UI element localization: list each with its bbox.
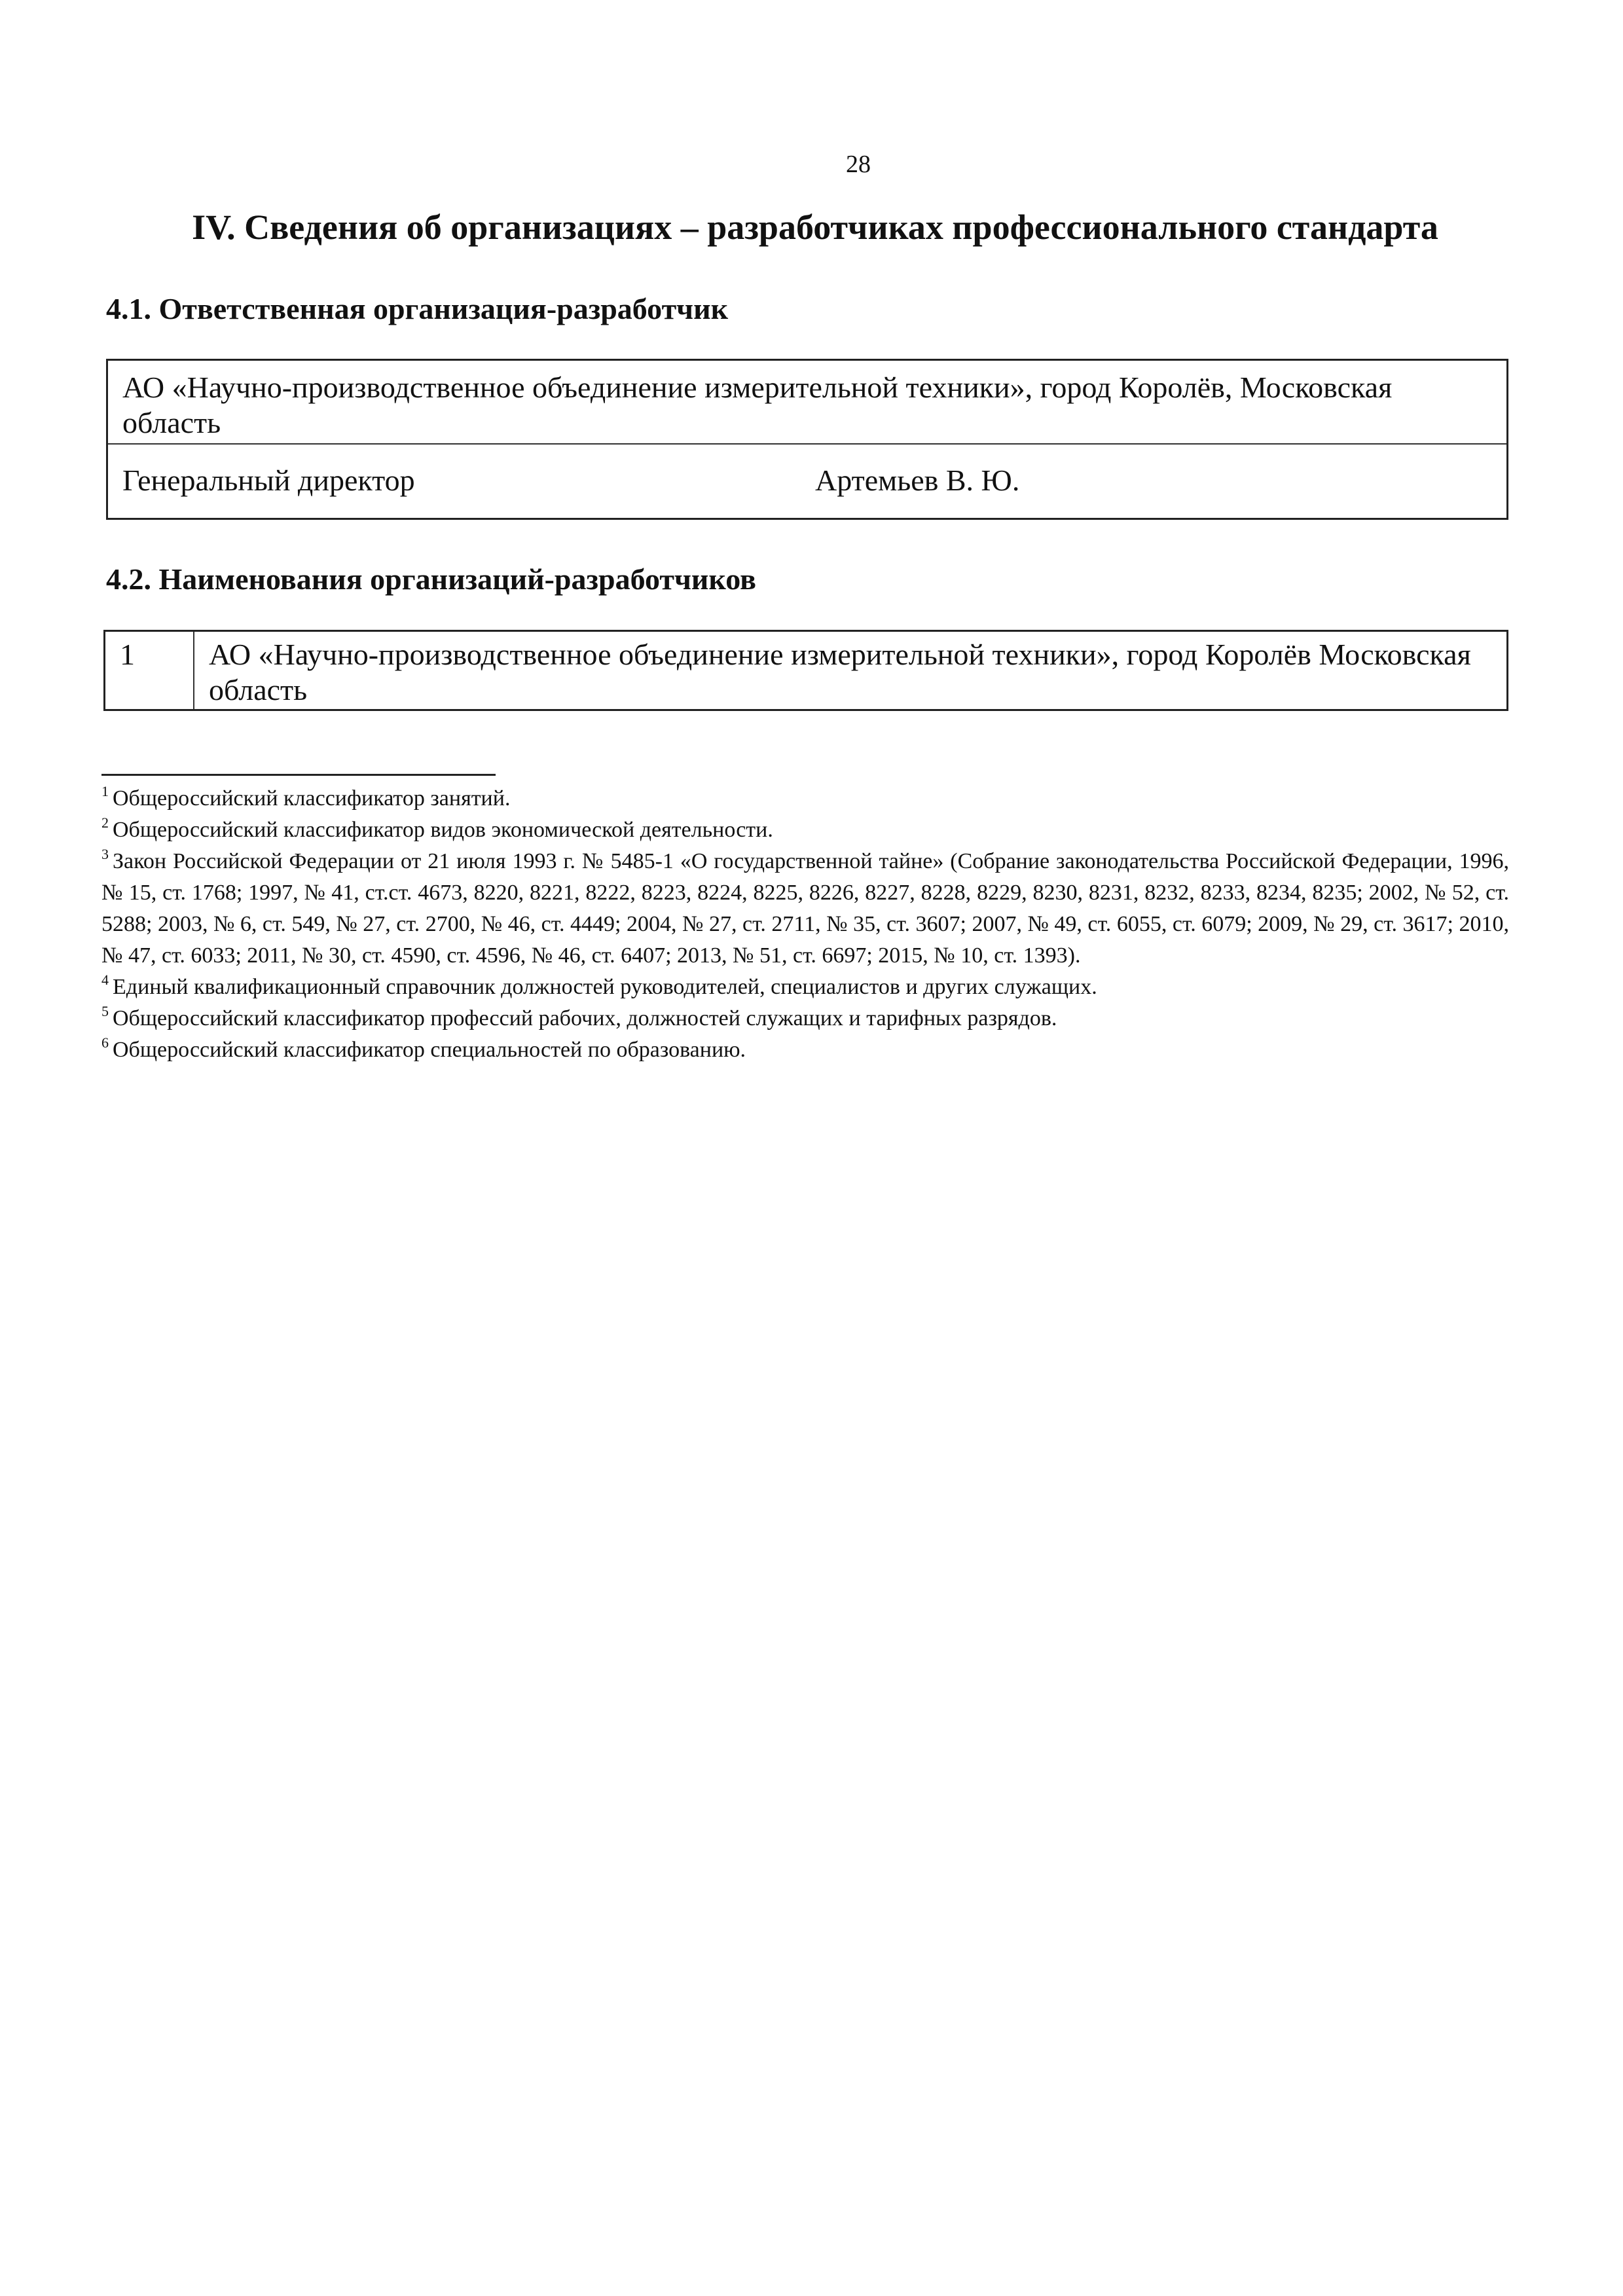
footnote-text: Общероссийский классификатор видов экономической деятельности. [113,818,773,842]
table-divider [108,443,1506,445]
footnote-marker: 3 [101,846,109,862]
footnote-text: Общероссийский классификатор специальностей по образованию. [113,1038,746,1062]
footnote [101,1034,1509,1066]
footnote [101,846,1509,972]
footnote-text: Закон Российской Федерации от 21 июля 1993 г. № 5485-1 «О государственной тайне» (Собрание законодательства Российской Федерации, 1996, № 15, ст. 1768; 1997, № 41, ст.ст. 4673, 8220, 8221, 8222, 8223, 8224, 8225, 8226, 8227, 8228, 8229, 8230, 8231, 8232, 8233, 8234, 8235; 2002, № 52, ст. 5288; 2003, № 6, ст. 549, № 27, ст. 2700, № 46, ст. 4449; 2004, № 27, ст. 2711, № 35, ст. 3607; 2007, № 49, ст. 6055, ст. 6079; 2009, № 29, ст. 3617; 2010, № 47, ст. 6033; 2011, № 30, ст. 4590, ст. 4596, № 46, ст. 6407; 2013, № 51, ст. 6697; 2015, № 10, ст. 1393). [101,849,1509,968]
developer-org-name: АО «Научно-производственное объединение измерительной техники», город Королёв Московская область [209,638,1471,706]
footnote-separator [101,774,496,776]
footnote [101,814,1509,846]
footnote-marker: 2 [101,814,109,831]
footnote-text: Единый квалификационный справочник должностей руководителей, специалистов и других служащих. [113,975,1097,999]
footnote [101,972,1509,1003]
responsible-person: Артемьев В. Ю. [815,464,1020,497]
responsible-role: Генеральный директор [122,464,415,497]
footnote-marker: 6 [101,1034,109,1051]
responsible-org-heading: 4.1. Ответственная организация-разработчик [106,292,729,325]
developers-table [103,630,1508,711]
page-number: 28 [846,151,871,178]
developers-heading: 4.2. Наименования организаций-разработчиков [106,562,756,596]
footnote [101,783,1509,814]
table-column-divider [193,632,194,709]
developer-row-number: 1 [120,638,135,671]
footnote-marker: 1 [101,783,109,799]
footnote-marker: 5 [101,1003,109,1019]
responsible-org-name: АО «Научно-производственное объединение измерительной техники», город Королёв, Московская область [122,371,1393,439]
footnote-marker: 4 [101,972,109,988]
section-title: IV. Сведения об организациях – разработчиках профессионального стандарта [192,208,1438,247]
responsible-org-table [106,359,1508,520]
footnote-text: Общероссийский классификатор занятий. [113,786,511,811]
footnote-text: Общероссийский классификатор профессий рабочих, должностей служащих и тарифных разрядов. [113,1006,1057,1030]
footnote [101,1003,1509,1034]
footnotes [101,783,1509,1066]
